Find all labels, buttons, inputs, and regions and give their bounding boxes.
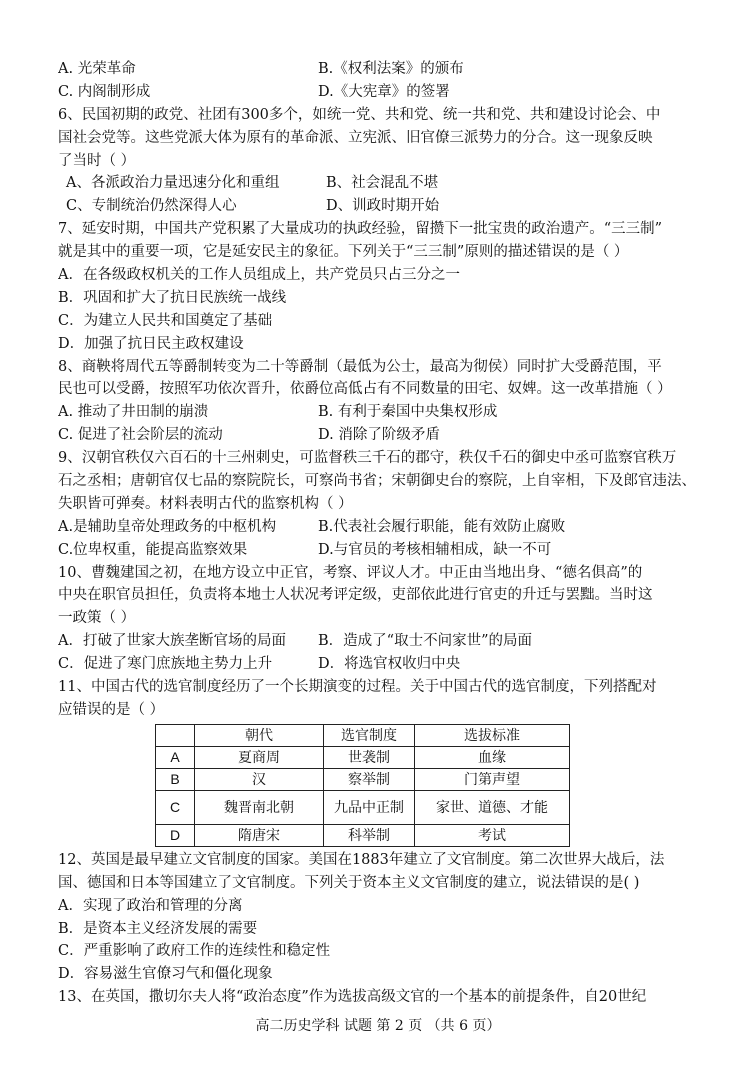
q5-option-a: A. 光荣革命	[58, 61, 136, 77]
q11-stem-line: 应错误的是（ ）	[58, 701, 165, 718]
table-row	[156, 790, 570, 824]
q10-option-b: B．造成了“取士不问家世”的局面	[318, 633, 532, 650]
q11-stem-line: 11、中国古代的选官制度经历了一个长期演变的过程。关于中国古代的选官制度，下列搭配对	[58, 679, 657, 696]
table-cell: 夏商周	[195, 746, 324, 768]
table-cell: 魏晋南北朝	[195, 790, 324, 824]
q7-stem-line: 7、延安时期，中国共产党积累了大量成功的执政经验，留攒下一批宝贵的政治遗产。“三三制”	[58, 221, 663, 238]
q8-option-b: B. 有利于秦国中央集权形成	[318, 404, 498, 421]
q12-option-b: B．是资本主义经济发展的需要	[58, 920, 258, 937]
table-row	[156, 746, 570, 768]
q6-stem-line: 了当时（ ）	[58, 152, 136, 169]
table-header-cell: 选官制度	[324, 724, 415, 746]
table-header-row	[156, 724, 570, 746]
table-cell: A	[156, 746, 195, 768]
q6-option-c: C、专制统治仍然深得人心	[66, 198, 237, 215]
table-cell: 门第声望	[415, 768, 570, 790]
q5-options-row2	[58, 81, 708, 104]
table-cell: D	[156, 824, 195, 846]
table-cell: C	[156, 790, 195, 824]
table-header-cell: 朝代	[195, 724, 324, 746]
q8-option-c: C. 促进了社会阶层的流动	[58, 427, 223, 444]
table-cell: 家世、道德、才能	[415, 790, 570, 824]
q10-stem-line: 中央在职官员担任，负责将本地士人状况考评定级，吏部依此进行官吏的升迁与罢黜。当时这	[58, 587, 653, 604]
q8-stem-line: 8、商鞅将周代五等爵制转变为二十等爵制（最低为公士，最高为彻侯）同时扩大受爵范围，平	[58, 358, 662, 375]
table-cell: 血缘	[415, 746, 570, 768]
q7-option-d: D．加强了抗日民主政权建设	[58, 335, 244, 352]
q9-stem-line: 石之丞相；唐朝官仅七品的察院院长，可察尚书省；宋朝御史台的察院，上自宰相，下及郎官违法、	[58, 473, 696, 490]
q6-option-b: B、社会混乱不堪	[326, 175, 439, 192]
table-row	[156, 824, 570, 846]
q9-stem-line: 9、汉朝官秩仅六百石的十三州刺史，可监督秩三千石的郡守，秩仅千石的御史中丞可监察官秩万	[58, 450, 677, 467]
table-header-cell: 选拔标准	[415, 724, 570, 746]
q11-selection-table	[155, 724, 570, 847]
q10-option-d: D．将选官权收归中央	[318, 656, 461, 673]
q12-option-a: A．实现了政治和管理的分离	[58, 897, 243, 914]
table-cell: 察举制	[324, 768, 415, 790]
q5-options-row1	[58, 58, 708, 81]
q7-option-c: C．为建立人民共和国奠定了基础	[58, 312, 273, 329]
q10-option-a: A．打破了世家大族垄断官场的局面	[58, 633, 286, 650]
q7-option-b: B．巩固和扩大了抗日民族统一战线	[58, 289, 287, 306]
q9-stem-line: 失职皆可弹奏。材料表明古代的监察机构（ ）	[58, 495, 353, 512]
table-cell: 世袭制	[324, 746, 415, 768]
q12-option-c: C．严重影响了政府工作的连续性和稳定性	[58, 943, 331, 960]
table-cell: 汉	[195, 768, 324, 790]
q12-stem-line: 12、英国是最早建立文官制度的国家。美国在1883年建立了文官制度。第二次世界大战后，法	[58, 851, 665, 868]
table-cell: 科举制	[324, 824, 415, 846]
q5-option-d: D.《大宪章》的签署	[318, 83, 450, 100]
q9-options-row1	[58, 516, 708, 539]
q6-stem-line: 6、民国初期的政党、社团有300多个，如统一党、共和党、统一共和党、共和建设讨论会、中	[58, 106, 661, 123]
q12-stem-line: 国、德国和日本等国建立了文官制度。下列关于资本主义文官制度的建立，说法错误的是( )	[58, 874, 640, 891]
q10-options-row1	[58, 630, 708, 653]
table-row	[156, 768, 570, 790]
table-cell: 隋唐宋	[195, 824, 324, 846]
table-header-cell	[156, 724, 195, 746]
q9-option-d: D.与官员的考核相辅相成，缺一不可	[318, 541, 552, 558]
q8-option-a: A. 推动了井田制的崩溃	[58, 404, 209, 421]
q10-option-c: C．促进了寒门庶族地主势力上升	[58, 656, 273, 673]
q7-stem-line: 就是其中的重要一项，它是延安民主的象征。下列关于“三三制”原则的描述错误的是（ ）	[58, 244, 629, 261]
q6-option-a: A、各派政治力量迅速分化和重组	[66, 175, 280, 192]
q8-options-row2	[58, 424, 708, 447]
q13-stem-line: 13、在英国，撒切尔夫人将“政治态度”作为选拔高级文官的一个基本的前提条件，自20世纪	[58, 989, 647, 1006]
q9-options-row2	[58, 539, 708, 562]
q7-option-a: A．在各级政权机关的工作人员组成上，共产党员只占三分之一	[58, 267, 460, 284]
q6-options-row2	[58, 195, 708, 218]
q12-option-d: D．容易滋生官僚习气和僵化现象	[58, 966, 273, 983]
q10-stem-line: 一政策（ ）	[58, 610, 136, 627]
table-cell: 九品中正制	[324, 790, 415, 824]
page-footer: 高二历史学科 试题 第 2 页 （共 6 页）	[255, 1018, 501, 1034]
q10-options-row2	[58, 653, 708, 676]
table-cell: 考试	[415, 824, 570, 846]
q8-options-row1	[58, 401, 708, 424]
q6-option-d: D、训政时期开始	[326, 198, 440, 215]
table-cell: B	[156, 768, 195, 790]
q6-options-row1	[58, 172, 708, 195]
q9-option-c: C.位卑权重，能提高监察效果	[58, 541, 248, 558]
q5-option-c: C. 内阁制形成	[58, 83, 151, 100]
q5-option-b: B.《权利法案》的颁布	[318, 61, 464, 77]
q6-stem-line: 国社会党等。这些党派大体为原有的革命派、立宪派、旧官僚三派势力的分合。这一现象反映	[58, 129, 653, 146]
q8-stem-line: 民也可以受爵，按照军功依次晋升，依爵位高低占有不同数量的田宅、奴婢。这一改革措施（ ）	[58, 381, 672, 398]
q10-stem-line: 10、曹魏建国之初，在地方设立中正官，考察、评议人才。中正由当地出身、“德名俱高”的	[58, 564, 643, 581]
q9-option-b: B.代表社会履行职能，能有效防止腐败	[318, 518, 566, 535]
q9-option-a: A.是辅助皇帝处理政务的中枢机构	[58, 518, 277, 535]
exam-page	[58, 58, 708, 1009]
q8-option-d: D. 消除了阶级矛盾	[318, 427, 440, 444]
